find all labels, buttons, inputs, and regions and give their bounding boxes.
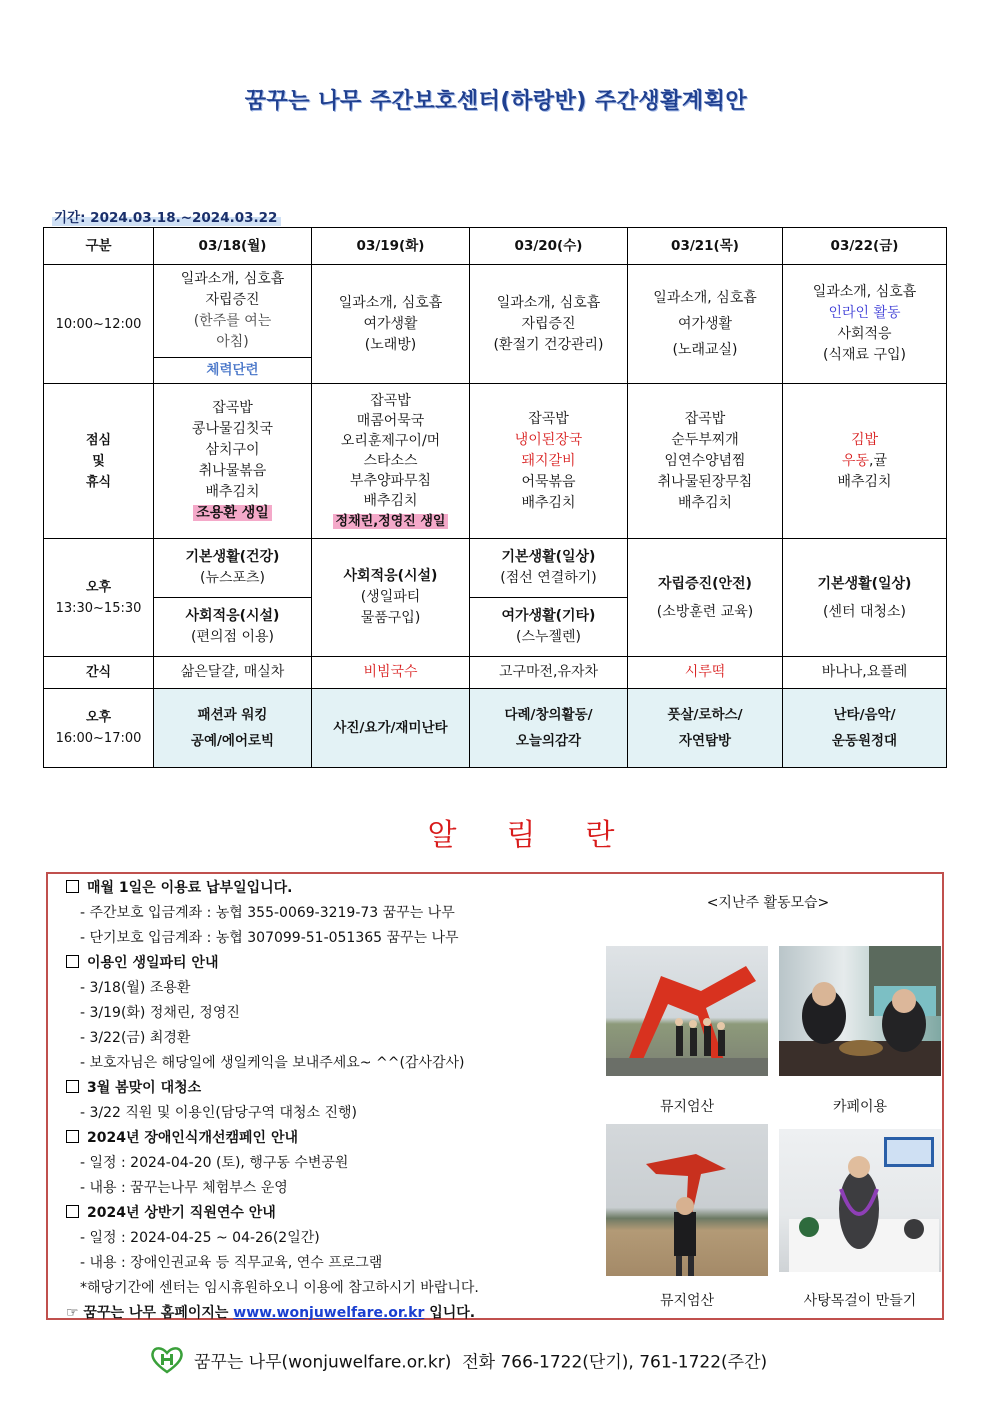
cell-line: (스누젤렌) (515, 629, 582, 645)
row-label: 10:00~12:00 (44, 265, 154, 384)
cell-mon-late (154, 689, 312, 768)
cell-line: 콩나물김칫국 (191, 421, 274, 437)
footer-text: 꿈꾸는 나무(wonjuwelfare.or.kr) 전화 766-1722(단기), 761-1722(주간) (194, 1352, 768, 1373)
cell-line: (편의점 이용) (191, 629, 274, 645)
cell-line: 부추양파무침 (349, 472, 432, 489)
table-row (44, 539, 947, 657)
gallery-title: <지난주 활동모습> (706, 895, 830, 911)
weekly-schedule-table (43, 227, 947, 768)
cell-line: 잡곡밥 (370, 392, 411, 409)
notice-detail-item (66, 1151, 626, 1176)
cell-line: (노래방) (364, 336, 417, 353)
cell-line: 일과소개, 심호흡 (180, 271, 285, 287)
cell-thu-lunch (628, 384, 783, 539)
checkbox-square-icon (66, 1080, 79, 1093)
checkbox-square-icon (66, 1205, 79, 1218)
cell-line: 자립증진(안전) (658, 575, 752, 592)
notice-line-text: - 내용 : 장애인권교육 등 직무교육, 연수 프로그램 (80, 1255, 383, 1271)
cell-line: 배추김치 (363, 492, 418, 509)
cell-line: 순두부찌개 (671, 431, 739, 448)
notice-line-text: - 3/19(화) 정채린, 정영진 (80, 1005, 240, 1021)
header-cell: 03/20(수) (470, 228, 628, 265)
cell-line: 휴식 (85, 474, 112, 490)
photo-caption: 카페이용 (832, 1099, 888, 1115)
cell-line: 13:30~15:30 (55, 600, 142, 616)
notice-line-text: 이용인 생일파티 안내 (87, 955, 219, 971)
homepage-suffix: 입니다. (429, 1305, 476, 1321)
cell-line: 삼치구이 (205, 442, 260, 458)
notice-box (46, 872, 944, 1320)
cell-mon-morning (154, 265, 312, 384)
notice-line-text: - 3/18(월) 조용환 (80, 980, 191, 996)
notice-line-text: - 일정 : 2024-04-25 ~ 04-26(2일간) (80, 1230, 320, 1246)
notice-detail-item (66, 926, 626, 951)
notice-detail-item (66, 1101, 626, 1126)
photo-museum-san-2 (606, 1124, 768, 1276)
cell-wed-afternoon (470, 539, 628, 657)
cell-fri-snack: 바나나,요플레 (783, 657, 947, 689)
cell-line: 취나물볶음 (198, 463, 267, 479)
notice-detail-item (66, 901, 626, 926)
cell-line: (한주를 여는 (193, 313, 272, 329)
cell-line: (점선 연결하기) (500, 570, 597, 586)
notice-line-text: 2024년 상반기 직원연수 안내 (87, 1205, 276, 1221)
homepage-prefix: ☞ 꿈꾸는 나무 홈페이지는 (66, 1305, 229, 1321)
notice-detail-item (66, 1276, 626, 1301)
cell-line: 기본생활(일상) (501, 549, 596, 565)
notice-line-text: - 보호자님은 해당일에 생일케익을 보내주세요~ ^^(감사감사) (80, 1055, 465, 1071)
notice-detail-item (66, 1176, 626, 1201)
cell-line: 자립증진 (521, 315, 576, 332)
cell-fri-morning (783, 265, 947, 384)
cell-line: 잡곡밥 (212, 400, 253, 416)
cell-line: 오늘의감각 (515, 733, 582, 749)
cell-line: 우동 (841, 452, 870, 469)
photo-caption: 뮤지엄산 (659, 1293, 715, 1309)
row-label (44, 384, 154, 539)
cell-line: 물품구입) (360, 610, 421, 626)
birthday-badge: 정채린,정영진 생일 (333, 514, 449, 529)
cell-line: (노래교실) (672, 342, 738, 358)
row-label: 간식 (44, 657, 154, 689)
header-cell: 03/22(금) (783, 228, 947, 265)
cell-line: 난타/음악/ (833, 707, 896, 723)
photo-caption: 뮤지엄산 (659, 1099, 715, 1115)
cell-line: 일과소개, 심호흡 (496, 294, 601, 311)
cell-line: 및 (92, 453, 105, 469)
cell-thu-afternoon (628, 539, 783, 657)
cell-line: 김밥 (850, 431, 879, 448)
notice-line-text: - 주간보호 입금계좌 : 농협 355-0069-3219-73 꿈꾸는 나무 (80, 905, 455, 921)
cell-line: 자연탐방 (678, 733, 732, 749)
table-row (44, 384, 947, 539)
cell-line: 기본생활(일상) (817, 575, 912, 592)
period-label: 기간: 2024.03.18.~2024.03.22 (52, 206, 281, 226)
cell-line: (센터 대청소) (823, 603, 906, 620)
row-label (44, 689, 154, 768)
cell-line: 배추김치 (521, 494, 576, 511)
notice-list (66, 876, 626, 1326)
cell-line: 사회적응 (837, 326, 892, 342)
cell-fri-lunch (783, 384, 947, 539)
photo-candy-necklace (779, 1129, 941, 1272)
header-cell: 03/19(화) (312, 228, 470, 265)
table-row (44, 657, 947, 689)
cell-line: 점심 (85, 432, 112, 448)
photo-museum-san-1 (606, 946, 768, 1076)
cell-line: (식재료 구입) (823, 347, 906, 363)
cell-line: 자립증진 (205, 292, 260, 308)
cell-line: 인라인 활동 (828, 305, 901, 321)
notice-line-text: 매월 1일은 이용료 납부일입니다. (87, 880, 293, 896)
cell-line: (생일파티 (360, 589, 421, 605)
cell-line: 임연수양념찜 (664, 452, 746, 469)
notice-line-text: - 단기보호 입금계좌 : 농협 307099-51-051365 꿈꾸는 나무 (80, 930, 459, 946)
notice-line-text: - 내용 : 꿈꾸는나무 체험부스 운영 (80, 1180, 288, 1196)
cell-line: 사회적응(시설) (343, 568, 438, 584)
cell-tue-late (312, 689, 470, 768)
checkbox-square-icon (66, 1130, 79, 1143)
cell-tue-lunch (312, 384, 470, 539)
cell-line: 운동원정대 (831, 733, 898, 749)
cell-thu-snack: 시루떡 (628, 657, 783, 689)
cell-mon-afternoon (154, 539, 312, 657)
cell-line: (소방훈련 교육) (656, 603, 754, 620)
cell-line: 어묵볶음 (521, 473, 576, 490)
cell-thu-morning (628, 265, 783, 384)
notice-detail-item (66, 1051, 626, 1076)
checkbox-square-icon (66, 955, 79, 968)
notice-detail-item (66, 1226, 626, 1251)
cell-line: 오후 (85, 579, 112, 595)
cell-line: 일과소개, 심호흡 (653, 290, 757, 306)
cell-line: 배추김치 (205, 484, 260, 500)
cell-thu-late (628, 689, 783, 768)
cell-line: 배추김치 (837, 473, 892, 490)
cell-line: 풋살/로하스/ (667, 707, 743, 723)
photo-caption: 사탕목걸이 만들기 (803, 1293, 917, 1309)
checkbox-square-icon (66, 880, 79, 893)
page-title: 꿈꾸는 나무 주간보호센터(하랑반) 주간생활계획안 (244, 89, 748, 114)
notice-heading-item (66, 1126, 626, 1151)
notice-heading-item (66, 1076, 626, 1101)
notice-line-text: 3월 봄맞이 대청소 (87, 1080, 202, 1096)
header-cell: 03/21(목) (628, 228, 783, 265)
table-row (44, 265, 947, 384)
cell-wed-morning (470, 265, 628, 384)
cell-line: 매콤어묵국 (356, 412, 425, 429)
notice-line-text: *해당기간에 센터는 임시휴원하오니 이용에 참고하시기 바랍니다. (80, 1280, 479, 1296)
cell-wed-lunch (470, 384, 628, 539)
cell-tue-snack: 비빔국수 (312, 657, 470, 689)
notice-heading-item (66, 1201, 626, 1226)
cell-line: 잡곡밥 (528, 410, 569, 427)
cell-line: 냉이된장국 (514, 431, 583, 448)
cell-line: 기본생활(건강) (185, 549, 280, 565)
heart-logo-icon (150, 1346, 184, 1379)
cell-tue-morning (312, 265, 470, 384)
cell-line: 공예/에어로빅 (190, 733, 275, 749)
cell-line: 여가생활 (363, 315, 418, 332)
cell-line: 패션과 워킹 (197, 707, 268, 723)
cell-line: 오후 (85, 710, 112, 725)
row-label (44, 539, 154, 657)
notice-heading: 알림란 (427, 818, 665, 853)
notice-detail-item (66, 1026, 626, 1051)
header-cell: 구분 (44, 228, 154, 265)
notice-detail-item (66, 1251, 626, 1276)
cell-line: 여가생활(기타) (501, 608, 596, 624)
cell-line: 스타소스 (363, 452, 418, 469)
header-cell: 03/18(월) (154, 228, 312, 265)
notice-line-text: - 3/22 직원 및 이용인(담당구역 대청소 진행) (80, 1105, 357, 1121)
table-row (44, 689, 947, 768)
birthday-badge: 조용환 생일 (193, 505, 272, 521)
notice-heading-item (66, 951, 626, 976)
homepage-link[interactable]: www.wonjuwelfare.or.kr (233, 1305, 425, 1321)
homepage-line (66, 1301, 626, 1326)
cell-fri-late (783, 689, 947, 768)
cell-line: 체력단련 (154, 357, 311, 383)
notice-detail-item (66, 976, 626, 1001)
notice-detail-item (66, 1001, 626, 1026)
cell-mon-lunch (154, 384, 312, 539)
cell-line: (뉴스포츠) (199, 570, 266, 586)
cell-line: 일과소개, 심호흡 (812, 284, 917, 300)
cell-mon-snack: 삶은달걀, 매실차 (154, 657, 312, 689)
notice-heading-item (66, 876, 626, 901)
cell-line: 16:00~17:00 (55, 731, 142, 746)
cell-line: ,귤 (869, 452, 888, 469)
cell-line: 일과소개, 심호흡 (338, 294, 443, 311)
cell-line: 여가생활 (677, 316, 733, 332)
cell-line: 취나물된장무침 (657, 473, 753, 490)
cell-tue-afternoon (312, 539, 470, 657)
cell-line: 오리훈제구이/머 (340, 432, 441, 449)
cell-line: 돼지갈비 (521, 452, 576, 469)
cell-line: 아침) (216, 334, 249, 350)
cell-line: 잡곡밥 (684, 410, 726, 427)
notice-line-text: - 일정 : 2024-04-20 (토), 행구동 수변공원 (80, 1155, 349, 1171)
table-header-row (44, 228, 947, 265)
cell-line: 사회적응(시설) (185, 608, 280, 624)
notice-line-text: - 3/22(금) 최경환 (80, 1030, 191, 1046)
cell-line: 배추김치 (677, 494, 733, 511)
notice-line-text: 2024년 장애인식개선캠페인 안내 (87, 1130, 299, 1146)
cell-fri-afternoon (783, 539, 947, 657)
cell-line: 사진/요가/재미난타 (333, 720, 448, 736)
cell-line: (환절기 건강관리) (493, 336, 604, 353)
photo-cafe (779, 946, 941, 1076)
cell-wed-late (470, 689, 628, 768)
footer (150, 1346, 767, 1379)
cell-line: 다례/창의활동/ (504, 707, 593, 723)
cell-wed-snack: 고구마전,유자차 (470, 657, 628, 689)
